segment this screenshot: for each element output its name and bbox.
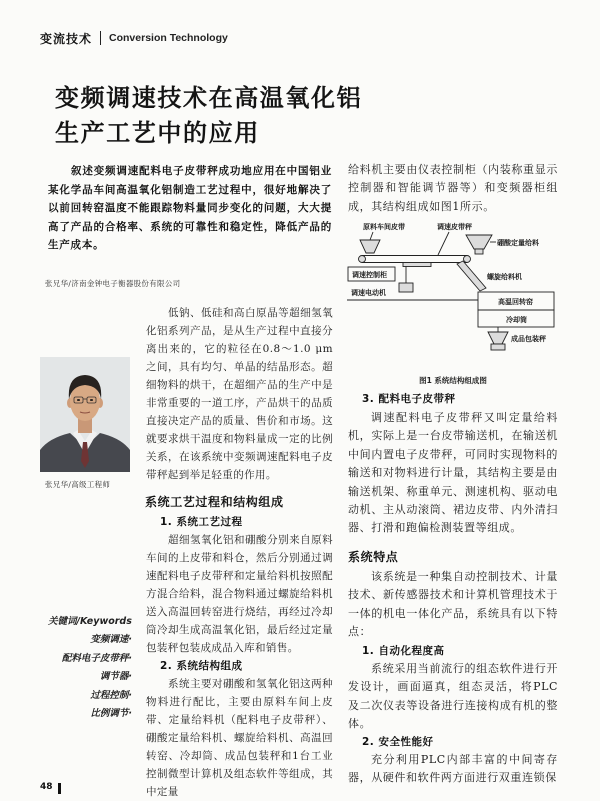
- header-divider: [100, 31, 101, 45]
- right-eye: [90, 399, 93, 401]
- author-photo: [40, 357, 130, 472]
- raw-belt-leader-line: [370, 232, 373, 240]
- section-heading-features: 系统特点: [348, 550, 399, 564]
- label-belt-scale: 调速皮带秤: [437, 223, 472, 231]
- structure-paragraph-part1: 系统主要对硼酸和氢氧化铝这两种物料进行配比，主要由原料车间上皮带、定量给料机（配料电子皮带秤）、硼酸定量给料机、螺旋给料机、高温回转窑、冷却筒、成品包装秤和1台工业控制微型计算机及组态软件等组成，其中定量: [146, 678, 333, 798]
- abstract: 叙述变频调速配料电子皮带秤成功地应用在中国铝业某化学品车间高温氧化铝制造工艺过程中，很好地解决了以前回转窑温度不能跟踪物料量同步变化的问题，大大提高了产品的合格率、系统的可靠性和稳定性，降低产品的生产成本。: [48, 165, 332, 251]
- author-byline: 张兄华/济南金钟电子衡器股份有限公司: [45, 279, 181, 288]
- title-line-2: 生产工艺中的应用: [55, 119, 260, 147]
- belt-head-pulley: [359, 256, 366, 263]
- subheading-belt-scale: 3. 配料电子皮带秤: [362, 393, 456, 405]
- title-line-1: 变频调速技术在高温氧化铝: [55, 84, 363, 112]
- speed-motor: [399, 283, 413, 292]
- left-eye: [77, 399, 80, 401]
- article-title: [55, 81, 362, 151]
- keyword-item: 比例调节·: [90, 708, 132, 719]
- keyword-item: 调节器·: [99, 671, 132, 682]
- section-name-en: Conversion Technology: [109, 32, 228, 44]
- running-header: [40, 30, 228, 46]
- belt-scale-paragraph: 调速配料电子皮带秤又叫定量给料机，实际上是一台皮带输送机，在输送机中间内置电子皮带秤，可同时实现物料的输送和对物料进行计量，其结构主要是由输送机架、称重单元、测速机构、驱动电动机、主从动滚筒、裙边皮带、内外清扫器、打滑和跑偏检测装置等组成。: [348, 411, 558, 535]
- footer-bar: [58, 783, 61, 794]
- intro-paragraph: 低钠、低硅和高白原晶等超细氢氧化铝系列产品，是从生产过程中直接分离出来的，它的粒径在0.8～1.0 μm之间，具有均匀、单晶的结晶形态。超细物料的烘干，在超细产品的生产中是非常重要的一道工序，产品烘干的品质直接决定产品的质量、售价和市场。这就要求烘干温度和物料量成一定的比例关系，在该系统中变频调速配料电子皮带秤起到举足轻重的作用。: [146, 307, 333, 481]
- packaging-hopper: [488, 332, 508, 344]
- boric-acid-feeder-outlet: [475, 249, 483, 254]
- belt-scale-leader-line: [438, 232, 449, 255]
- feature-paragraph-automation: 系统采用当前流行的组态软件进行开发设计，画面逼真，组态灵活，将PLC及二次仪表等设备进行连接构成有机的整体。: [348, 662, 558, 731]
- features-intro-paragraph: 该系统是一种集自动控制技术、计量技术、新传感器技术和计算机管理技术于一体的机电一体化产品，系统具有以下特点：: [348, 570, 558, 639]
- label-packaging-scale: 成品包装秤: [511, 335, 546, 343]
- section-heading-process: 系统工艺过程和结构组成: [145, 495, 284, 509]
- photo-caption: 张兄华/高级工程师: [45, 480, 111, 489]
- section-name-cn: 变流技术: [40, 31, 93, 46]
- keyword-item: 配料电子皮带秤·: [61, 652, 132, 664]
- keywords-heading: 关键词/Keywords: [48, 616, 132, 627]
- label-raw-belt: 原料车间皮带: [363, 223, 405, 231]
- screw-feeder: [457, 261, 486, 291]
- keyword-item: 变频调速·: [90, 634, 132, 645]
- process-paragraph: 超细氢氧化铝和硼酸分别来自原料车间的上皮带和料仓，然后分别通过调速配料电子皮带秤和定量给料机按照配方混合给料，混合物料通过螺旋给料机送入高温回转窑进行烧结，再经过冷却筒冷却生成高温氧化铝，最后经过定量包装秤包装成成品入库和销售。: [146, 534, 333, 654]
- packaging-scale: [491, 344, 505, 350]
- raw-material-hopper: [360, 240, 380, 253]
- structure-paragraph-part2: 给料机主要由仪表控制柜（内装称重显示控制器和智能调节器等）和变频器柜组成，其结构组成如图1所示。: [348, 163, 558, 213]
- boric-acid-hopper: [466, 235, 492, 249]
- subheading-process: 1. 系统工艺过程: [160, 516, 243, 528]
- author-portrait: [40, 357, 130, 472]
- feature-heading-safety: 2. 安全性能好: [362, 736, 434, 748]
- label-screw-feeder: 螺旋给料机: [487, 273, 522, 281]
- belt-tail-pulley: [464, 256, 471, 263]
- weighing-frame: [403, 263, 431, 267]
- page-number: 48: [40, 782, 53, 792]
- keywords-list: [36, 631, 132, 724]
- feature-heading-automation: 1. 自动化程度高: [362, 645, 445, 657]
- subheading-structure: 2. 系统结构组成: [160, 660, 243, 672]
- label-kiln: 高温回转窑: [498, 298, 533, 306]
- keyword-item: 过程控制·: [90, 689, 132, 701]
- feature-paragraph-safety: 充分利用PLC内部丰富的中间寄存器，从硬件和软件两方面进行双重连锁保: [348, 753, 558, 785]
- figure-caption: 图1 系统结构组成图: [419, 376, 487, 385]
- label-cooler: 冷却筒: [506, 316, 527, 324]
- system-structure-diagram: [345, 216, 558, 374]
- label-boric-acid-feeder: 硼酸定量给料: [497, 239, 539, 247]
- label-motor: 调速电动机: [351, 289, 386, 297]
- label-control-cabinet: 调速控制柜: [352, 271, 387, 279]
